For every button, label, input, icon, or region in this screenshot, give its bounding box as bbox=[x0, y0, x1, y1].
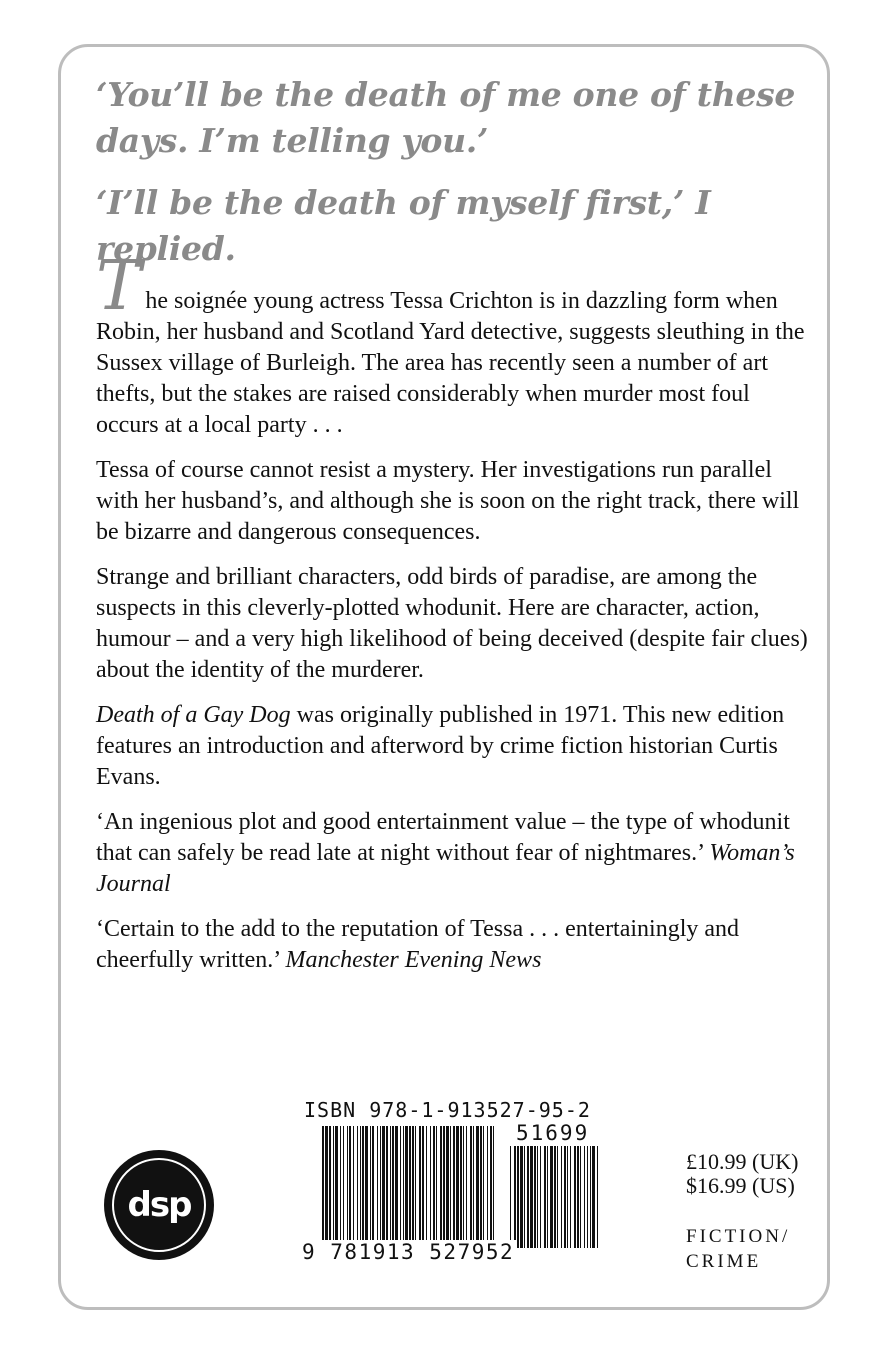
barcode-bar bbox=[476, 1126, 479, 1248]
barcode-addon-bar bbox=[520, 1146, 523, 1248]
price-us: $16.99 (US) bbox=[686, 1173, 795, 1198]
barcode-addon-digits: 51699 bbox=[516, 1121, 590, 1145]
review-1-text: ‘An ingenious plot and good entertainment value – the type of whodunit that can safely be read late at night without fear of nightmares.’ bbox=[96, 809, 790, 866]
barcode-addon-bar bbox=[530, 1146, 533, 1248]
blurb-paragraph-4-text: was originally published in 1971. This new edition features an introduction and afterword by crime fiction historian Curtis Evans. bbox=[96, 702, 785, 790]
barcode-bar bbox=[382, 1126, 385, 1248]
blurb-paragraph-3: Strange and brilliant characters, odd birds of paradise, are among the suspects in this cleverly-plotted whodunit. Here are character, action, humour – and a very high likelihood of being deceived (despite fair clues) about the identity of the murderer. bbox=[96, 564, 808, 683]
drop-cap: T bbox=[96, 247, 142, 326]
blurb-paragraph-2: Tessa of course cannot resist a mystery. Her investigations run parallel with her husband’s, and although she is soon on the right track, there will be bizarre and dangerous consequences. bbox=[96, 457, 800, 545]
barcode-addon-bar bbox=[590, 1146, 591, 1248]
barcode-bar bbox=[412, 1126, 414, 1248]
barcode-bar bbox=[400, 1126, 401, 1248]
barcode-addon-bar bbox=[527, 1146, 529, 1248]
genre-line-2: CRIME bbox=[686, 1251, 762, 1272]
barcode-addon-bar bbox=[524, 1146, 525, 1248]
barcode-bar bbox=[443, 1126, 445, 1248]
barcode-addon-bar bbox=[514, 1146, 516, 1248]
barcode-bar bbox=[333, 1126, 334, 1248]
epigraph-quote-1: ‘You’ll be the death of me one of these days. I’m telling you.’ bbox=[96, 75, 796, 160]
barcode-bar bbox=[329, 1126, 331, 1248]
barcode-addon-bar bbox=[544, 1146, 546, 1248]
barcode-bar bbox=[353, 1126, 354, 1248]
barcode-bar bbox=[372, 1126, 374, 1248]
barcode-bar bbox=[426, 1126, 427, 1248]
blurb-paragraph-1-text: he soignée young actress Tessa Crichton is in dazzling form when Robin, her husband and Scotland Yard detective, suggests sleuthing in the Sussex village of Burleigh. The area has recently seen a number of art thefts, but the stakes are raised considerably when murder most foul occurs at a local party . . . bbox=[96, 288, 805, 438]
barcode-bar bbox=[392, 1126, 394, 1248]
barcode-bar bbox=[335, 1126, 338, 1248]
barcode-addon-bar bbox=[534, 1146, 536, 1248]
barcode-bar bbox=[390, 1126, 391, 1248]
barcode-bar bbox=[325, 1126, 328, 1248]
barcode-bar bbox=[377, 1126, 378, 1248]
publisher-logo bbox=[104, 1150, 214, 1260]
barcode-addon-bar bbox=[547, 1146, 548, 1248]
barcode-addon-bar bbox=[517, 1146, 519, 1248]
book-title: Death of a Gay Dog bbox=[96, 702, 291, 728]
review-1 bbox=[96, 807, 816, 900]
barcode-bar bbox=[409, 1126, 411, 1248]
blurb-paragraph-1 bbox=[96, 247, 816, 441]
barcode-addon-bar bbox=[584, 1146, 585, 1248]
barcode-bar bbox=[347, 1126, 348, 1248]
barcode-bar bbox=[440, 1126, 442, 1248]
barcode-bar bbox=[433, 1126, 435, 1248]
barcode-bar bbox=[362, 1126, 364, 1248]
barcode-bar bbox=[403, 1126, 404, 1248]
barcode-bar bbox=[473, 1126, 474, 1248]
barcode-addon-bar bbox=[557, 1146, 558, 1248]
barcode-bar bbox=[490, 1126, 492, 1248]
review-1-source: Woman’s Journal bbox=[96, 840, 795, 897]
barcode-addon-bar bbox=[554, 1146, 556, 1248]
barcode-bar bbox=[463, 1126, 464, 1248]
price-uk: £10.99 (UK) bbox=[686, 1149, 799, 1174]
barcode-bar bbox=[422, 1126, 424, 1248]
barcode-addon-bar bbox=[564, 1146, 566, 1248]
barcode-bar bbox=[370, 1126, 371, 1248]
barcode-digits: 9 781913 527952 bbox=[302, 1240, 515, 1264]
barcode-bar bbox=[430, 1126, 431, 1248]
barcode-addon-bar bbox=[577, 1146, 579, 1248]
barcode-bar bbox=[466, 1126, 467, 1248]
publisher-logo-text: dsp bbox=[112, 1158, 206, 1252]
genre-line-1: FICTION/ bbox=[686, 1226, 791, 1247]
barcode-bar bbox=[357, 1126, 358, 1248]
barcode-addon-bar bbox=[592, 1146, 595, 1248]
barcode-bar bbox=[456, 1126, 459, 1248]
barcode-bar bbox=[322, 1126, 324, 1248]
barcode-addon-bar bbox=[537, 1146, 538, 1248]
barcode-bar bbox=[395, 1126, 398, 1248]
barcode-bar bbox=[460, 1126, 462, 1248]
barcode-bar bbox=[436, 1126, 437, 1248]
barcode-bar bbox=[360, 1126, 361, 1248]
isbn-label: ISBN 978-1-913527-95-2 bbox=[304, 1098, 591, 1122]
barcode-addon-bar bbox=[570, 1146, 571, 1248]
review-2 bbox=[96, 914, 816, 976]
barcode-addon-bar bbox=[587, 1146, 588, 1248]
barcode-bar bbox=[405, 1126, 408, 1248]
barcode-bar bbox=[365, 1126, 368, 1248]
barcode-bar bbox=[480, 1126, 482, 1248]
barcode-addon-bar bbox=[574, 1146, 576, 1248]
epigraph-quote-2: ‘I’ll be the death of myself first,’ I replied. bbox=[96, 183, 711, 268]
barcode-bar bbox=[415, 1126, 416, 1248]
barcode-bar bbox=[483, 1126, 484, 1248]
barcode-bar bbox=[453, 1126, 455, 1248]
barcode-bar bbox=[419, 1126, 421, 1248]
barcode-bar bbox=[343, 1126, 344, 1248]
review-2-source: Manchester Evening News bbox=[285, 947, 542, 973]
barcode-bar bbox=[349, 1126, 351, 1248]
barcode-addon-bar bbox=[597, 1146, 598, 1248]
barcode-bar bbox=[386, 1126, 388, 1248]
review-2-text: ‘Certain to the add to the reputation of Tessa . . . entertainingly and cheerfully written.’ bbox=[96, 916, 740, 973]
barcode-bar bbox=[450, 1126, 451, 1248]
blurb bbox=[96, 247, 816, 990]
barcode-bar bbox=[380, 1126, 381, 1248]
barcode-bar bbox=[470, 1126, 472, 1248]
barcode-addon-bar bbox=[580, 1146, 581, 1248]
barcode-bar bbox=[340, 1126, 341, 1248]
barcode-addon-bar bbox=[561, 1146, 562, 1248]
barcode-bar bbox=[493, 1126, 494, 1248]
barcode-addon-bar bbox=[510, 1146, 511, 1248]
barcode-bar bbox=[446, 1126, 449, 1248]
barcode-bar bbox=[487, 1126, 488, 1248]
barcode-addon-bar bbox=[550, 1146, 553, 1248]
barcode-addon-bar bbox=[540, 1146, 541, 1248]
blurb-paragraph-4 bbox=[96, 700, 816, 793]
barcode-addon-bar bbox=[567, 1146, 568, 1248]
